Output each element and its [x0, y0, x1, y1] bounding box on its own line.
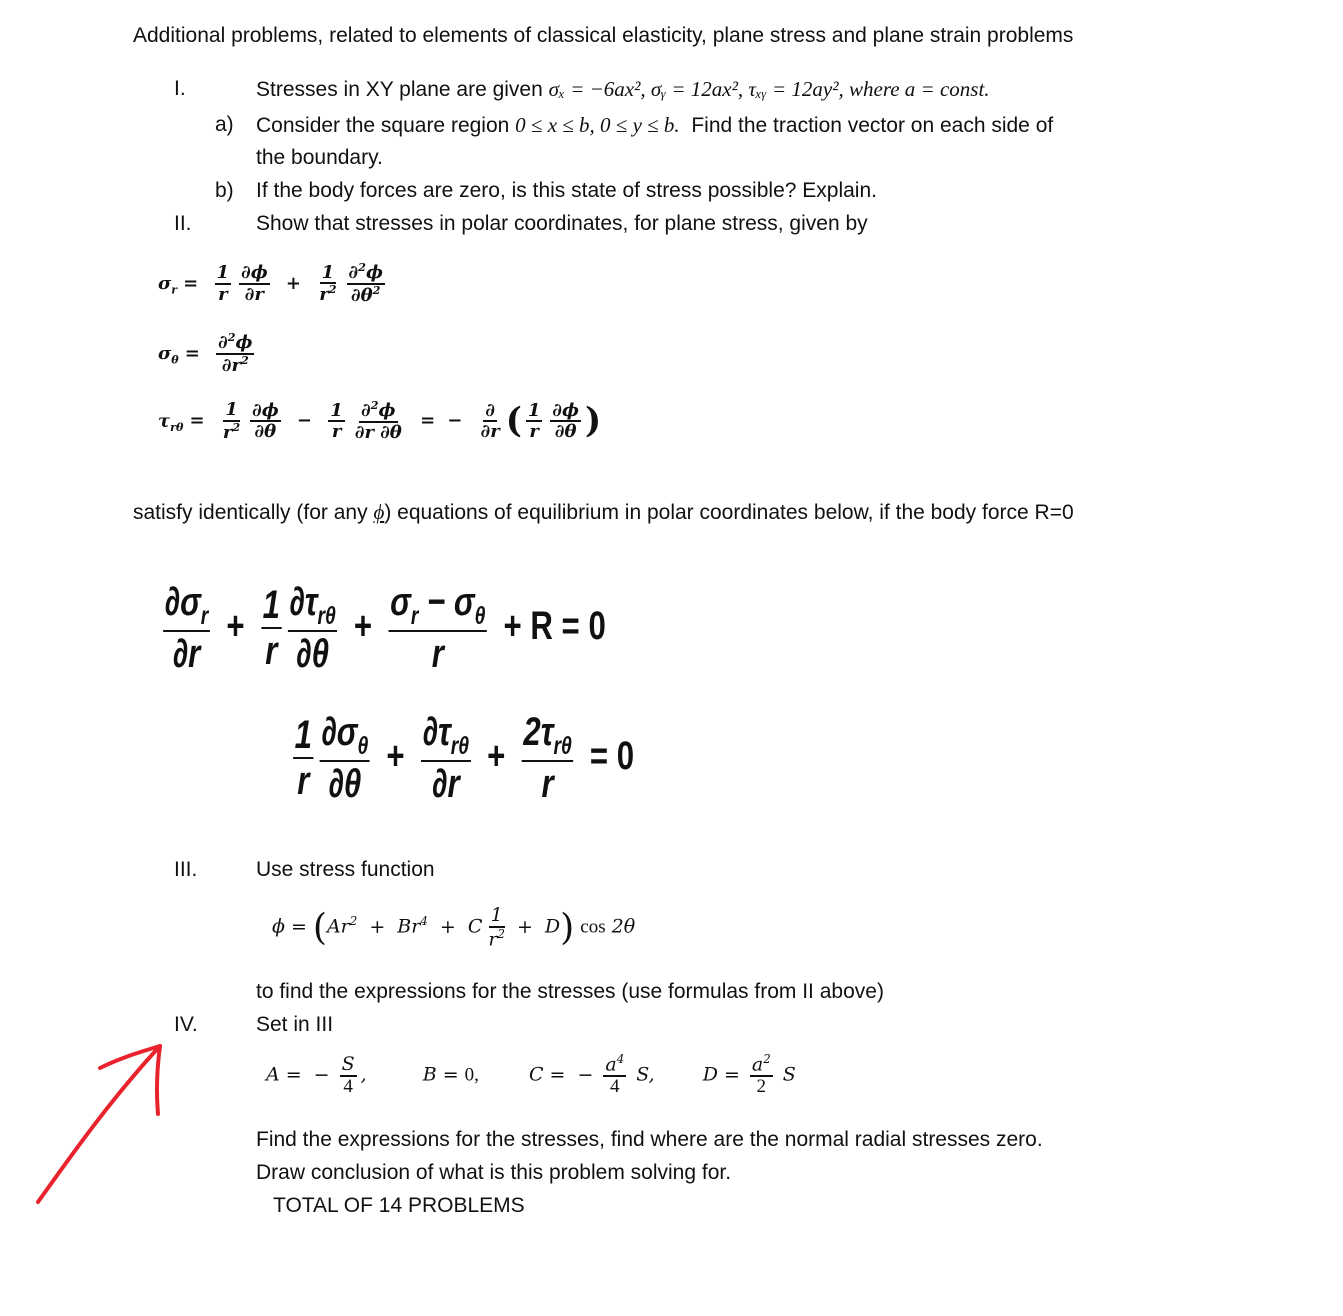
problem-1a-label: a)	[215, 113, 234, 136]
problem-3-text: Use stress function	[256, 858, 435, 881]
problem-1b-label: b)	[215, 179, 234, 202]
problem-1a-text-post: Find the traction vector on each side of	[691, 114, 1054, 137]
problem-4-line-2: Draw conclusion of what is this problem solving for.	[256, 1161, 732, 1184]
equilibrium-equation-radial: $\frac{\partial\sigma_r}{\partial r}$ + $\frac{1}{r}$ $\frac{\partial\tau_{r\theta}}{\partial\theta}$ + $\frac{\sigma_r - \sigma_\theta}{r}$ + R = 0	[164, 580, 606, 677]
problem-1-text: Stresses in XY plane are given	[256, 78, 549, 101]
problem-4-line-1: Find the expressions for the stresses, find where are the normal radial stresses zero.	[256, 1128, 1043, 1151]
red-arrow-icon	[20, 1030, 180, 1220]
problem-1a-continuation: the boundary.	[256, 146, 383, 169]
problem-1a-statement	[256, 113, 1053, 138]
satisfy-statement	[133, 500, 1074, 525]
problem-4-text: Set in III	[256, 1013, 334, 1036]
problem-1-statement	[256, 77, 990, 102]
constants-equation: A = − $\frac{S}{4}$ , B = 0, C = − $\frac{a^4}{4}$ S, D = $\frac{a^2}{2}$ S	[266, 1052, 796, 1098]
problem-2-number: II.	[174, 212, 192, 235]
problem-3-number: III.	[174, 858, 198, 881]
satisfy-text: satisfy identically (for any	[133, 501, 374, 524]
page-heading: Additional problems, related to elements of classical elasticity, plane stress and plane strain problems	[133, 24, 1074, 47]
sigma-r-equation: $\sigma_r$ = $\frac{1}{r}$ $\frac{\partial\phi}{\partial r}$ + $\frac{1}{r^2}$ $\frac{\partial^2\phi}{\partial\theta^2}$	[158, 261, 383, 306]
problem-1-number: I.	[174, 77, 186, 100]
problem-1a-region: 0 ≤ x ≤ b, 0 ≤ y ≤ b.	[515, 113, 680, 137]
phi-symbol: ϕ	[373, 500, 385, 524]
problem-1a-text-pre: Consider the square region	[256, 114, 516, 137]
tau-r-theta-equation: $\tau_{r\theta}$ = $\frac{1}{r^2}$ $\frac{\partial\phi}{\partial\theta}$ − $\frac{1}{r}$ $\frac{\partial^2\phi}{\partial r \partial\theta}$ = − $\frac{\partial}{\partial r}$ ( $\frac{1}{r}$ $\frac{\partial\phi}{\partial\theta}$ )	[158, 399, 602, 443]
equilibrium-equation-tangential: $\frac{1}{r}$ $\frac{\partial\sigma_\theta}{\partial\theta}$ + $\frac{\partial\tau_{r\theta}}{\partial r}$ + $\frac{2\tau_{r\theta}}{r}$ = 0	[294, 710, 635, 807]
stress-function-equation: $\phi = (Ar^2 + Br^4 + C$ $\frac{1}{r^2}$ + D) cos 2θ	[272, 904, 636, 951]
problem-1-stress-formula: σₓ = −6ax², σᵧ = 12ax², τₓᵧ = 12ay², where a = const.	[548, 77, 990, 101]
total-problems: TOTAL OF 14 PROBLEMS	[273, 1194, 525, 1217]
problem-1b-text: If the body forces are zero, is this state of stress possible? Explain.	[256, 179, 877, 202]
satisfy-end-text: ) equations of equilibrium in polar coordinates below, if the body force R=0	[384, 501, 1074, 524]
problem-3-after-text: to find the expressions for the stresses (use formulas from II above)	[256, 980, 884, 1003]
problem-4-number: IV.	[174, 1013, 198, 1036]
problem-2-text: Show that stresses in polar coordinates, for plane stress, given by	[256, 212, 868, 235]
sigma-theta-equation: $\sigma_\theta$ = $\frac{\partial^2\phi}{\partial r^2}$	[158, 331, 253, 376]
